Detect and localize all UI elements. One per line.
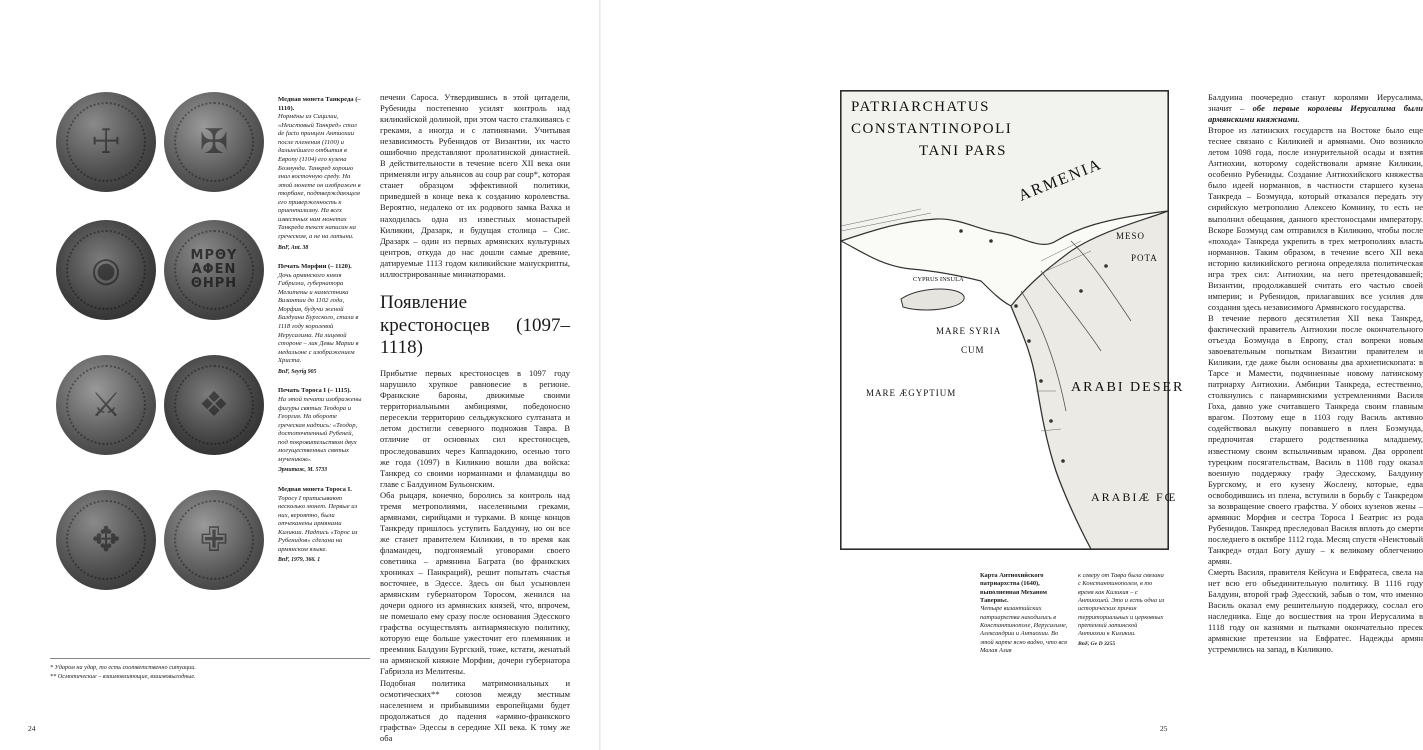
map-caption-continued: к северу от Тавра была связана с Константинополем, в то время как Киликия – с Антиохией. Это и есть одна из исторических причин территориальных и церковных претензий латинской Антиохии к Киликии.: [1078, 572, 1165, 638]
tancred-coin-reverse: ✠: [164, 92, 264, 192]
text-column-1: [380, 92, 570, 744]
map-drawing: [841, 91, 1185, 549]
page-number-left: 24: [28, 724, 36, 733]
caption-title: Печать Тороса I (– 1115).: [278, 387, 352, 395]
morfia-seal-reverse: ΜΡΘΥ ΑΦΕΝ ΘΗΡΗ: [164, 220, 264, 320]
map-title-line1: PATRIARCHATUS: [851, 99, 990, 115]
page-number-right: 25: [1160, 724, 1168, 733]
paragraph: Прибытие первых крестоносцев в 1097 году нарушило хрупкое равновесие в регионе. Франкские бароны, движимые своими территориальными амбициями, победоносно пересекли территорию сельджукского султаната и летом достигли северного подножия Тавра. В отличие от основных сил крестоносцев, проследовавших через Каппадокию, осенью того же года (1097) в Киликию вошли два войска: Танкред со своими норманнами и фламандцы во главе с Балдуином Бульонским.: [380, 368, 570, 489]
emphasized-text: обе первые королевы Иерусалима были армянскими княжнами.: [1208, 103, 1423, 125]
paragraph: Подобная политика матримониальных и осмотических** союзов между местным населением и прибывшими европейцами будет продолжаться до падения «армяно-франкского графства» Эдессы в середине XII века. К тому же оба: [380, 677, 570, 743]
map-label-arabia-fe: ARABIÆ FŒ: [1091, 490, 1178, 504]
caption-text: Торосу I приписывают несколько монет. Первые из них, вероятно, были отчеканены армянами Киликии. Надпись «Торос из Рубенидов» сделана на армянском языке.: [278, 494, 358, 553]
map-title-line2: CONSTANTINOPOLI: [851, 121, 1013, 137]
paragraph: Смерть Василя, правителя Кейсуна и Евфратеса, свела на нет всю его объединительную политику. В 1116 году Балдуин, второй граф Эдесский, забыв о том, что именно Василь оказал ему решительную поддержку, сослал его наследника. Еще до восшествия на трон Иерусалима в 1118 году он казнями и пытками окончательно пресек армянские претензии на Евфратес. Надежды армян устремились на запад, в Киликию.: [1208, 567, 1423, 655]
caption-title: Печать Морфии (– 1120).: [278, 263, 352, 271]
map-caption-right: [1078, 572, 1166, 648]
caption-title: Медная монета Танкреда (– 1110).: [278, 96, 361, 112]
map-label-cyprus: CYPRUS INSULA: [913, 276, 964, 283]
tancred-coin-obverse: ☩: [56, 92, 156, 192]
map-label-arabi-deser: ARABI DESER: [1071, 380, 1185, 395]
paragraph: печени Сароса. Утвердившись в этой цитадели, Рубениды постепенно усилят контроль над киликийской долиной, при этом часто сталкиваясь с греками, а иногда и с латинянами. Учитывая независимость Рубенидов от Византии, их часто ошибочно представляют пролатинской династией. В действительности в течение всего XII века они применяли игру альянсов au coup par coup*, которая станет образцом эффективной политики, приведшей в конце века к созданию королевства. Вероятно, недалеко от их родового замка Вахка и находилась одна из известных монастырей Киликии, Дразарк, и будущая столица – Сис. Дразарк – один из первых армянских культурных центров, откуда до нас дошли самые древние, датируемые 1113 годом киликийские манускрипты, иллюстрированные миниатюрами.: [380, 92, 570, 279]
text-column-2: [1208, 92, 1423, 655]
toros-seal-reverse: ❖: [164, 355, 264, 455]
paragraph: [1208, 92, 1423, 125]
footnotes: [50, 658, 370, 682]
toros-coin-obverse: ✥: [56, 490, 156, 590]
section-heading: Появление крестоносцев (1097–1118): [380, 291, 570, 359]
caption-morfia-seal: [278, 263, 362, 376]
caption-tancred-coin: [278, 96, 362, 252]
footnote: ** Осмотические – взаимовлияющие, взаимовыгодные.: [50, 673, 196, 681]
caption-text: Дочь армянского князя Габриэла, губернатора Мелитены и наместника Византии до 1102 года, Морфия, будучи женой Балдуина Бургского, стала в 1118 году королевой Иерусалима. На лицевой стороне – лик Девы Марии в медальоне с изображением Христа.: [278, 271, 359, 365]
map-caption-text: Четыре византийских патриархства находились в Константинополе, Иерусалиме, Александрии и Антиохии. Во этой карте ясно видно, что вся Малая Азия: [980, 605, 1068, 654]
map-label-pota: POTA: [1131, 253, 1158, 263]
left-page: [0, 0, 600, 750]
morfia-seal-obverse: ◉: [56, 220, 156, 320]
map-caption-title: Карта Антиохийского патриархства (1640), выполненная Механом Таверньє.: [980, 572, 1048, 604]
map-label-meso: MESO: [1116, 231, 1146, 241]
map-label-armenia: ARMENIA: [1016, 155, 1105, 205]
caption-text: Нормёны из Сицилии, «Неистовый Танкред» стал de facto принцем Антиохии после пленения (1100) и дальнейшего отбытия в Европу (1104) его кузена Боэмунда. Танкред хорошо знал восточную среду. На этой монете он изображен в тюрбане, подтверждающем его приверженность к ориентализму. На всех известных нам монетах Танкреда текст написан на греческом, а не на латыни.: [278, 113, 361, 240]
footnote: * Ударом на удар, то есть соответственно ситуации.: [50, 664, 196, 671]
coin-illustrations: [54, 90, 269, 610]
caption-text: На этой печати изображены фигуры святых Теодора и Георгия. На обороте греческая надпись: «Теодор, достопочтенный Рубеней, под покровительством двух могущественных святых мучеников».: [278, 395, 362, 463]
paragraph: Оба рыцаря, конечно, боролись за контроль над тремя метрополиями, населенными греками, армянами, сирийцами и турками. В конце концов Танкреду пришлось уступить Балдуину, но он все же станет правителем Киликии, в то время как фламандец, подгоняемый уговорами своего советника – армянина Баграта (во франкских хрониках – Панкраций), решит попытать счастья восточнее, в Эдессе. Здесь он был усыновлен армянским губернатором Торосом, женился на дочери одного из армянских князей, что, впрочем, не помешало ему сразу после основания Эдесского графства осуществлять антиармянскую политику, которую еще больше ужесточит его племянник и преемник Балдуин Бургский, тоже, кстати, женатый на армянской княжне Морфии, дочери губернатора Габриэла из Мелитены.: [380, 489, 570, 677]
paragraph: Второе из латинских государств на Востоке было еще теснее связано с Киликией и армянами. Оно возникло летом 1098 года, после изнурительной осады и взятия Антиохии, которому содействовали армяне Киликии, особенно Рубениды. Создание Антиохийского княжества было идеей норманнов, в частности старшего кузена Танкреда – Боэмунда, который отказался передать эту сирийскую метрополию Алексею Комнину, то есть не выполнил обещания, данного крестоносцами императору. Вскоре Боэмунд сам отправился в Киликию, чтобы после «похода» Танкреда укрепить в трех метрополиях власть норманнов. Таким образом, в течение всего XII века историю киликийского региона определяла политическая игра трех сил: Антиохии, на него претендовавшей; Византии, продолжавшей считать его частью своей империи; и Рубенидов, прилагавших все усилия для создания здесь независимого Армянского государства.: [1208, 125, 1423, 312]
caption-toros-coin: [278, 486, 362, 565]
map-title-line3: TANI PARS: [919, 143, 1008, 159]
toros-seal-obverse: ⚔: [56, 355, 156, 455]
caption-ref: Эрмитаж, М. 5733: [278, 467, 328, 474]
caption-ref: BnF, Ant. 38: [278, 244, 309, 251]
caption-ref: BnF, 1979, 366. 1: [278, 557, 321, 564]
map-caption-ref: BnF, Ge D 3255: [1078, 640, 1116, 647]
paragraph: В течение первого десятилетия XII века Танкред, фактический правитель Антиохии после окончательного отъезда Боэмунда в Европу, стал вопреки новым завоевательным попыткам Византии правителем и Киликии, где даже были основаны два архиепископата: в Тарсе и Мамести, подчиненные новому латинскому патриарху Антиохии. Амбиции Танкреда, естественно, столкнулись с панармянскими устремлениями Василя Гоха, давно уже считавшего Танкреда своим главным врагом. Поэтому еще в 1103 году Василь активно содействовал выкупу попавшего в плен Боэмунда, предпочитая старшего родственника младшему, известному своим вспыльчивым нравом. Два opponent турецким посягательствам, Василь в 1108 году оказал военную поддержку графу Эдесскому, Балдуину Бургскому, и его кузену Жослену, которые, едва освободившись из плена, вступили в борьбу с Танкредом за возвращение своего графства. У обоих кузенов жены – армянки: Морфия и сестра Тороса I Беатрис из рода Рубенидов. Танкред преследовал Василя вплоть до смерти последнего в октябре 1112 года. Месяц спустя «Неистовый Танкред» отдал Богу душу – к великому облегчению армян.: [1208, 312, 1423, 566]
map-label-mare-aegyptium: MARE ÆGYPTIUM: [866, 388, 957, 398]
toros-coin-reverse: ✙: [164, 490, 264, 590]
caption-toros-seal: [278, 387, 362, 475]
coin-captions: [278, 96, 362, 576]
map-label-cum: CUM: [961, 345, 985, 355]
paragraph-text: Балдуина поочередно станут королями Иерусалима, значит –: [1208, 92, 1423, 114]
map-caption-left: [980, 572, 1068, 655]
caption-ref: BnF, Seyrig 905: [278, 368, 317, 375]
right-page: [600, 0, 1423, 750]
map-label-mare-syria: MARE SYRIA: [936, 326, 1002, 336]
caption-title: Медная монета Тороса I.: [278, 485, 352, 493]
antioch-patriarchate-map: [840, 90, 1185, 550]
